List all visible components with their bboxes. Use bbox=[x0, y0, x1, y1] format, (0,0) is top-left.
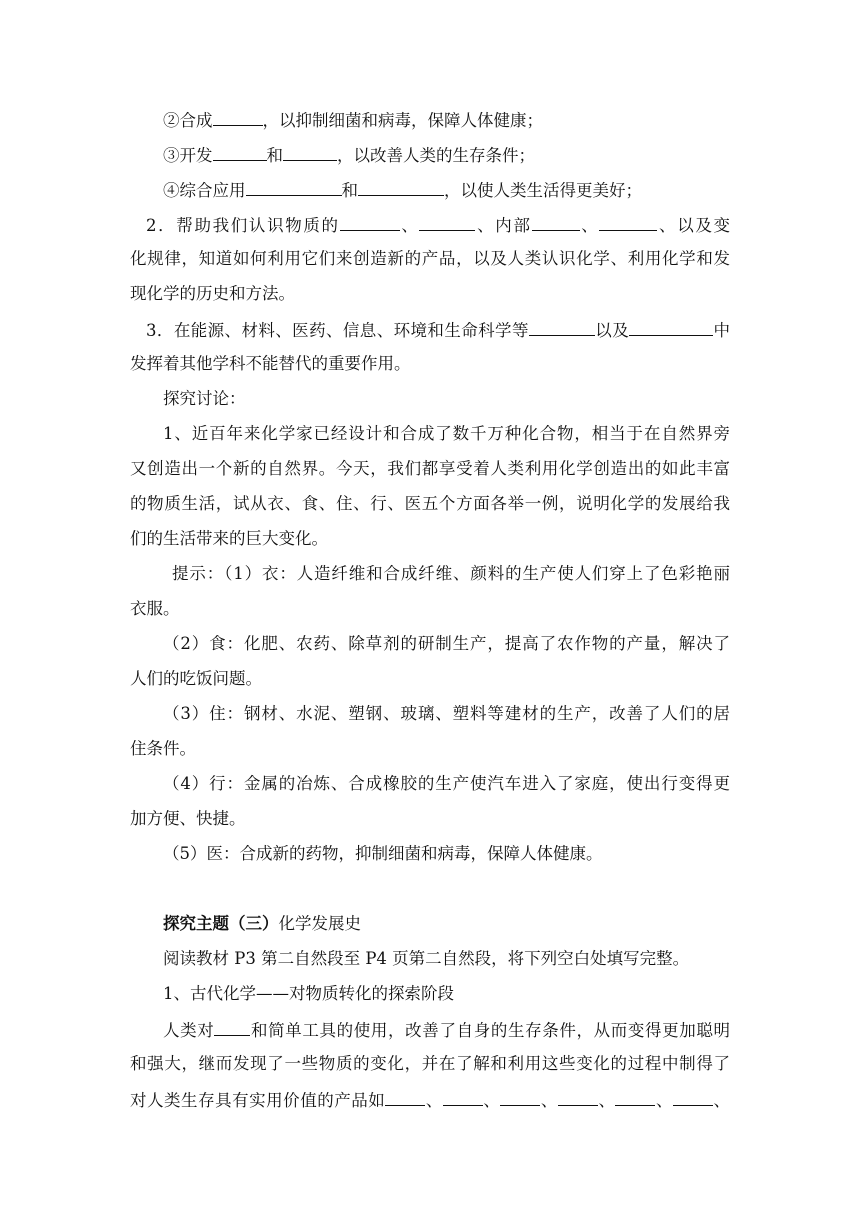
fill-blank[interactable] bbox=[213, 143, 267, 161]
text-line: 又创造出一个新的自然界。今天，我们都享受着人类利用化学创造出的如此丰富 bbox=[130, 459, 730, 478]
text-line: 提示：（1）衣：人造纤维和合成纤维、颜料的生产使人们穿上了色彩艳丽 bbox=[172, 564, 730, 583]
text-line: ④综合应用 和 ，以使人类生活得更美好； bbox=[163, 178, 763, 202]
text-line: 3．在能源、材料、医药、信息、环境和生命科学等 以及 中 bbox=[146, 318, 730, 342]
section-heading: 探究主题（三）化学发展史 bbox=[163, 914, 361, 933]
text-line: 1、近百年来化学家已经设计和合成了数千万种化合物，相当于在自然界旁 bbox=[163, 424, 730, 443]
text-line: 发挥着其他学科不能替代的重要作用。 bbox=[130, 354, 411, 373]
text-line: 2．帮助我们认识物质的 、 、内部 、 、以及变 bbox=[146, 213, 730, 237]
text-line: 现化学的历史和方法。 bbox=[130, 284, 295, 303]
text-line: 衣服。 bbox=[130, 599, 180, 618]
text-line: （2）食：化肥、农药、除草剂的研制生产，提高了农作物的产量，解决了 bbox=[163, 634, 730, 653]
text-line: （3）住：钢材、水泥、塑钢、玻璃、塑料等建材的生产，改善了人们的居 bbox=[163, 704, 730, 723]
text-line: ②合成 ，以抑制细菌和病毒，保障人体健康； bbox=[163, 108, 763, 132]
text-line: 化规律，知道如何利用它们来创造新的产品，以及人类认识化学、利用化学和发 bbox=[130, 249, 730, 268]
fill-blank[interactable] bbox=[673, 1088, 713, 1106]
fill-blank[interactable] bbox=[599, 213, 657, 231]
text-line: 对人类生存具有实用价值的产品如 、 、 、 、 、 、 bbox=[130, 1088, 730, 1112]
fill-blank[interactable] bbox=[500, 1088, 540, 1106]
fill-blank[interactable] bbox=[615, 1088, 655, 1106]
text-line: 1、古代化学——对物质转化的探索阶段 bbox=[163, 984, 454, 1003]
fill-blank[interactable] bbox=[213, 108, 263, 126]
text-line: 人类对 和简单工具的使用，改善了自身的生存条件，从而变得更加聪明 bbox=[163, 1018, 730, 1042]
text-line: 加方便、快捷。 bbox=[130, 809, 246, 828]
text-line: （4）行：金属的冶炼、合成橡胶的生产使汽车进入了家庭，使出行变得更 bbox=[163, 774, 730, 793]
fill-blank[interactable] bbox=[340, 213, 400, 231]
text-line: （5）医：合成新的药物，抑制细菌和病毒，保障人体健康。 bbox=[163, 844, 603, 863]
text-line: 人们的吃饭问题。 bbox=[130, 669, 262, 688]
text-line: 们的生活带来的巨大变化。 bbox=[130, 529, 328, 548]
fill-blank[interactable] bbox=[246, 178, 342, 196]
text-line: 的物质生活，试从衣、食、住、行、医五个方面各举一例，说明化学的发展给我 bbox=[130, 494, 730, 513]
fill-blank[interactable] bbox=[419, 213, 475, 231]
fill-blank[interactable] bbox=[358, 178, 444, 196]
fill-blank[interactable] bbox=[283, 143, 337, 161]
text-line: 阅读教材 P3 第二自然段至 P4 页第二自然段，将下列空白处填写完整。 bbox=[163, 949, 690, 968]
text-line: 住条件。 bbox=[130, 739, 196, 758]
fill-blank[interactable] bbox=[529, 318, 595, 336]
text-line: ③开发 和 ，以改善人类的生存条件； bbox=[163, 143, 763, 167]
text-line: 和强大，继而发现了一些物质的变化，并在了解和利用这些变化的过程中制得了 bbox=[130, 1054, 730, 1073]
fill-blank[interactable] bbox=[629, 318, 713, 336]
fill-blank[interactable] bbox=[558, 1088, 598, 1106]
text-line: 探究讨论： bbox=[163, 389, 246, 408]
fill-blank[interactable] bbox=[532, 213, 580, 231]
fill-blank[interactable] bbox=[443, 1088, 483, 1106]
fill-blank[interactable] bbox=[214, 1018, 250, 1036]
fill-blank[interactable] bbox=[385, 1088, 425, 1106]
